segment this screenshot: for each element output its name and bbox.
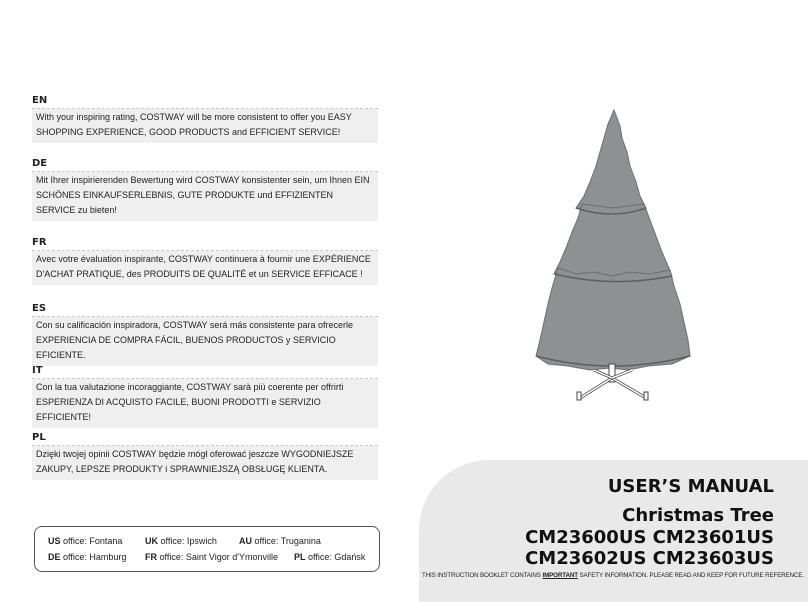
safety-notice [422, 572, 804, 579]
offices-box [34, 526, 380, 572]
lang-code-pl: PL [32, 432, 378, 446]
notice-before: THIS INSTRUCTION BOOKLET CONTAINS [421, 572, 541, 579]
lang-block-pl [32, 432, 378, 480]
office-us-city: Fontana [89, 536, 123, 546]
lang-text-es: Con su calificación inspiradora, COSTWAY será más consistente para ofrecerle EXPERIENCIA DE COMPRA FÁCIL, BUENOS PRODUCTOS y SERVICIO EFICIENTE. [32, 317, 378, 366]
lang-code-en: EN [32, 95, 378, 109]
office-pl-code: PL [294, 552, 306, 562]
lang-text-en: With your inspiring rating, COSTWAY will be more consistent to offer you EASY SHOPPING EXPERIENCE, GOOD PRODUCTS and EFFICIENT SERVICE! [32, 109, 378, 143]
office-uk-code: UK [145, 536, 158, 546]
christmas-tree-illustration [532, 108, 692, 404]
office-label: office: [160, 536, 185, 546]
office-fr-city: Saint Vigor d'Ymonville [185, 552, 278, 562]
lang-code-fr: FR [32, 237, 378, 251]
office-fr [145, 552, 278, 562]
office-fr-code: FR [145, 552, 157, 562]
office-uk-city: Ipswich [186, 536, 217, 546]
office-us [48, 536, 122, 546]
lang-code-it: IT [32, 365, 378, 379]
notice-after: SAFETY INFORMATION. PLEASE READ AND KEEP FOR FUTURE REFERENCE. [579, 572, 804, 579]
lang-text-pl: Dzięki twojej opinii COSTWAY będzie mógł oferować jeszcze WYGODNIEJSZE ZAKUPY, LEPSZE PRODUKTY i SPRAWNIEJSZĄ OBSŁUGĘ KLIENTA. [32, 446, 378, 480]
office-label: office: [308, 552, 332, 562]
office-de-city: Hamburg [89, 552, 127, 562]
office-us-code: US [48, 536, 61, 546]
office-label: office: [63, 552, 87, 562]
lang-block-en [32, 95, 378, 143]
lang-block-es [32, 303, 378, 366]
lang-block-it [32, 365, 378, 428]
tree-foliage [536, 110, 690, 370]
office-de [48, 552, 126, 562]
lang-block-fr [32, 237, 378, 285]
office-de-code: DE [48, 552, 61, 562]
office-label: office: [254, 536, 279, 546]
office-label: office: [159, 552, 184, 562]
lang-block-de [32, 158, 378, 221]
product-name: Christmas Tree [622, 505, 774, 526]
office-au-code: AU [239, 536, 252, 546]
office-pl-city: Gdańsk [334, 552, 366, 562]
office-au-city: Truganina [280, 536, 321, 546]
model-numbers-line-1: CM23600US CM23601US [525, 527, 774, 548]
model-numbers-line-2: CM23602US CM23603US [525, 548, 774, 569]
office-uk [145, 536, 217, 546]
manual-title: USER’S MANUAL [607, 476, 774, 497]
office-label: office: [63, 536, 87, 546]
lang-code-de: DE [32, 158, 378, 172]
office-pl [294, 552, 365, 562]
lang-code-es: ES [32, 303, 378, 317]
lang-text-de: Mit Ihrer inspirierenden Bewertung wird COSTWAY konsistenter sein, um Ihnen EIN SCHÖNES EINKAUFSERLEBNIS, GUTE PRODUKTE und EFFIZIENTEN SERVICE zu bieten! [32, 172, 378, 221]
lang-text-it: Con la tua valutazione incoraggiante, COSTWAY sarà più coerente per offrirti ESPERIENZA DI ACQUISTO FACILE, BUONI PRODOTTI e SERVIZIO EFFICIENTE! [32, 379, 378, 428]
lang-text-fr: Avec votre évaluation inspirante, COSTWAY continuera à fournir une EXPÉRIENCE D'ACHAT PRATIQUE, des PRODUITS DE QUALITÉ et un SERVICE EFFICACE ! [32, 251, 378, 285]
notice-important: IMPORTANT [542, 572, 578, 579]
office-au [239, 536, 321, 546]
